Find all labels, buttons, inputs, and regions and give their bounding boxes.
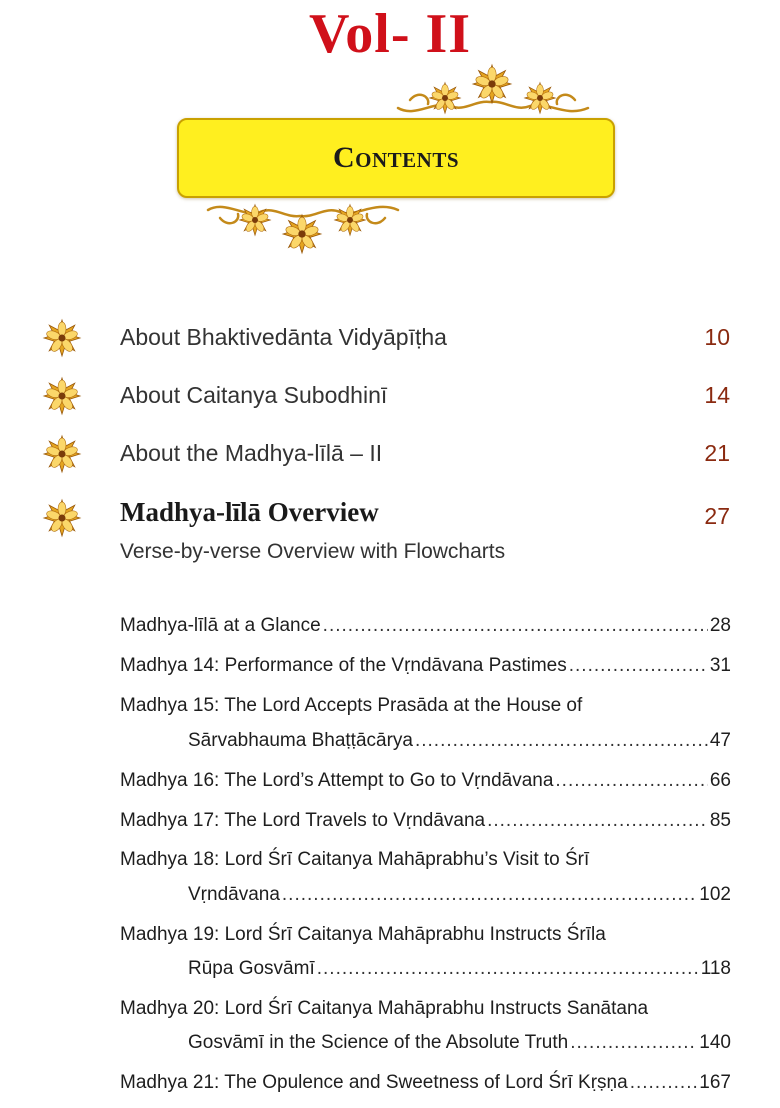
chapter-entry[interactable]	[120, 615, 731, 637]
dot-leader	[282, 884, 697, 906]
contents-heading: Contents	[332, 141, 460, 174]
chapter-entry[interactable]	[188, 958, 731, 980]
chapter-page: 66	[709, 770, 731, 791]
toc-entry-label[interactable]: About Caitanya Subodhinī	[120, 382, 388, 408]
chapter-page: 118	[700, 958, 731, 979]
contents-banner	[177, 118, 615, 198]
flower-icon	[42, 376, 82, 416]
chapter-entry[interactable]	[120, 810, 731, 832]
dot-leader	[569, 655, 708, 677]
flower-icon	[42, 318, 82, 358]
top-floral-ornament	[390, 60, 595, 122]
toc-entry-page: 14	[704, 382, 730, 408]
chapter-entry[interactable]	[120, 770, 731, 792]
chapter-page: 167	[699, 1072, 731, 1093]
chapter-label: Madhya 16: The Lord’s Attempt to Go to Vṛndāvana	[120, 770, 554, 791]
bottom-floral-ornament	[200, 196, 405, 258]
overview-page: 27	[704, 503, 730, 529]
toc-entry-page: 21	[704, 440, 730, 466]
flower-icon	[42, 434, 82, 474]
chapter-label: Madhya-līlā at a Glance	[120, 615, 321, 636]
chapter-label-line1[interactable]: Madhya 18: Lord Śrī Caitanya Mahāprabhu’s Visit to Śrī	[120, 849, 590, 870]
chapter-entry[interactable]	[120, 655, 731, 677]
chapter-label: Madhya 17: The Lord Travels to Vṛndāvana	[120, 810, 486, 831]
volume-title: Vol- II	[308, 3, 472, 65]
chapter-page: 47	[709, 730, 731, 751]
chapter-label: Madhya 14: Performance of the Vṛndāvana Pastimes	[120, 655, 567, 676]
chapter-page: 140	[699, 1032, 731, 1053]
chapter-label: Sārvabhauma Bhaṭṭācārya	[188, 730, 413, 751]
chapter-entry[interactable]	[188, 884, 731, 906]
chapter-label: Madhya 21: The Opulence and Sweetness of Lord Śrī Kṛṣṇa	[120, 1072, 628, 1093]
chapter-page: 102	[699, 884, 731, 905]
chapter-page: 28	[709, 615, 731, 636]
chapter-label: Gosvāmī in the Science of the Absolute Truth	[188, 1032, 569, 1053]
chapter-label: Rūpa Gosvāmī	[188, 958, 315, 979]
dot-leader	[317, 958, 699, 980]
toc-entry-label[interactable]: About Bhaktivedānta Vidyāpīṭha	[120, 324, 447, 350]
chapter-page: 85	[709, 810, 731, 831]
dot-leader	[323, 615, 708, 637]
chapter-label-line1[interactable]: Madhya 15: The Lord Accepts Prasāda at the House of	[120, 695, 583, 716]
chapter-page: 31	[709, 655, 731, 676]
toc-entry-page: 10	[704, 324, 730, 350]
dot-leader	[487, 810, 708, 832]
chapter-label: Vṛndāvana	[188, 884, 280, 905]
chapter-label-line1[interactable]: Madhya 19: Lord Śrī Caitanya Mahāprabhu Instructs Śrīla	[120, 924, 606, 945]
flower-icon	[42, 498, 82, 538]
overview-subtitle: Verse-by-verse Overview with Flowcharts	[120, 540, 506, 563]
overview-title[interactable]: Madhya-līlā Overview	[120, 497, 379, 527]
dot-leader	[570, 1032, 697, 1054]
dot-leader	[555, 770, 707, 792]
chapter-entry[interactable]	[188, 1032, 731, 1054]
dot-leader	[630, 1072, 698, 1094]
toc-entry-label[interactable]: About the Madhya-līlā – II	[120, 440, 383, 466]
dot-leader	[415, 730, 708, 752]
chapter-label-line1[interactable]: Madhya 20: Lord Śrī Caitanya Mahāprabhu Instructs Sanātana	[120, 998, 649, 1019]
chapter-entry[interactable]	[188, 730, 731, 752]
chapter-entry[interactable]	[120, 1072, 731, 1094]
